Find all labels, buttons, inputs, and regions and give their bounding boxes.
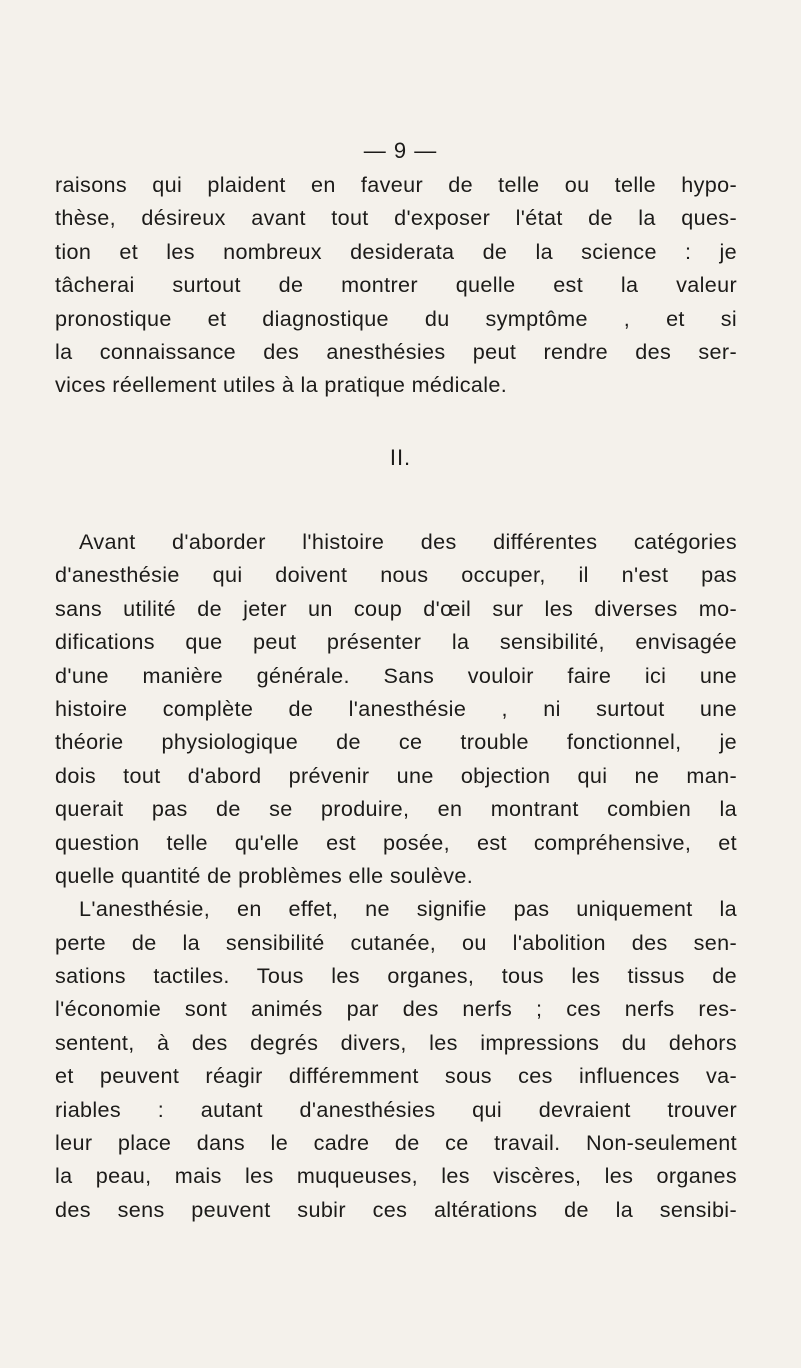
text-line: tion et les nombreux desiderata de la science : je [55,238,737,264]
text-line: question telle qu'elle est posée, est compréhensive, et [55,829,737,855]
text-line: L'anesthésie, en effet, ne signifie pas uniquement la [79,896,737,922]
text-line: leur place dans le cadre de ce travail. Non-seulement [55,1130,737,1156]
text-line: d'une manière générale. Sans vouloir faire ici une [55,662,737,688]
text-line: la connaissance des anesthésies peut rendre des ser- [55,338,737,364]
text-line: sans utilité de jeter un coup d'œil sur les diverses mo- [55,595,737,621]
text-line: tâcherai surtout de montrer quelle est la valeur [55,272,737,298]
text-line: théorie physiologique de ce trouble fonctionnel, je [55,729,737,755]
page-number: — 9 — [363,138,438,163]
text-line: vices réellement utiles à la pratique médicale. [55,372,508,398]
text-line: histoire complète de l'anesthésie , ni surtout une [55,695,737,721]
text-line: l'économie sont animés par des nerfs ; ces nerfs res- [55,996,737,1022]
paragraph-1 [55,168,737,402]
text-line: difications que peut présenter la sensibilité, envisagée [55,629,737,655]
text-line: querait pas de se produire, en montrant combien la [55,796,737,822]
text-line: riables : autant d'anesthésies qui devraient trouver [55,1096,737,1122]
paragraph-2 [55,525,737,1226]
text-line: Avant d'aborder l'histoire des différentes catégories [79,529,737,554]
text-line: et peuvent réagir différemment sous ces influences va- [55,1063,737,1089]
text-line: raisons qui plaident en faveur de telle ou telle hypo- [55,172,737,197]
text-line: sentent, à des degrés divers, les impressions du dehors [55,1029,737,1055]
text-line: pronostique et diagnostique du symptôme , et si [55,305,737,331]
text-line: thèse, désireux avant tout d'exposer l'état de la ques- [55,205,737,231]
text-line: des sens peuvent subir ces altérations de la sensibi- [55,1196,737,1222]
text-line: sations tactiles. Tous les organes, tous les tissus de [55,963,737,989]
text-line: quelle quantité de problèmes elle soulève. [55,862,474,888]
text-line: d'anesthésie qui doivent nous occuper, il n'est pas [55,562,737,588]
text-line: la peau, mais les muqueuses, les viscères, les organes [55,1163,737,1189]
text-line: dois tout d'abord prévenir une objection qui ne man- [55,762,737,788]
text-line: perte de la sensibilité cutanée, ou l'abolition des sen- [55,929,737,955]
section-heading: II. [389,445,412,470]
